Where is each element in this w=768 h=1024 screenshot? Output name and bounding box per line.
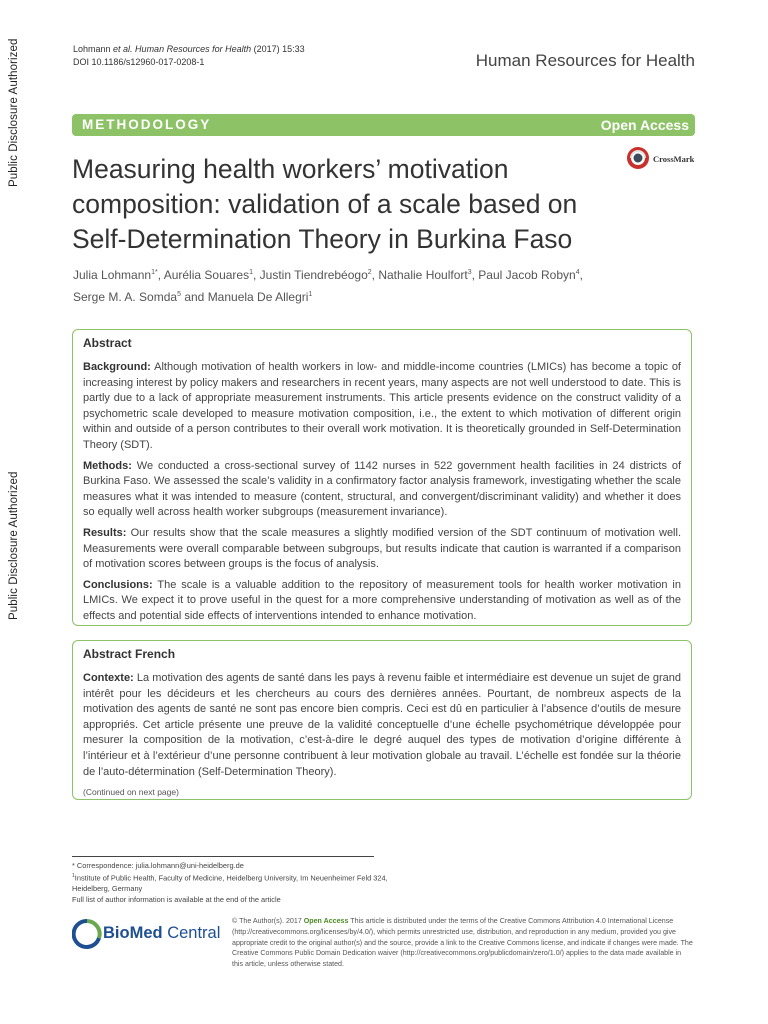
abstract-box bbox=[72, 329, 692, 626]
author-conjunction: and bbox=[184, 290, 205, 304]
biomed-logo-icon bbox=[72, 918, 102, 950]
article-title: Measuring health workers’ motivation composition: validation of a scale based on Self-Determination Theory in Burkina Faso bbox=[72, 154, 578, 254]
abstract-background: Background: Although motivation of health workers in low- and middle-income countries (LMICs) has become a topic of increasing interest by policy makers and researchers in recent years, many aspects are not well understood to date. This is partly due to a lack of appropriate measurement instruments. This article presents evidence on the construct validity of a psychometric scale developed to measure motivation composition, i.e., the extent to which motivation of different origin within and outside of a person contributes to their overall work motivation. It is theoretically grounded in Self-Determination Theory (SDT). bbox=[83, 361, 681, 451]
open-access-label: Open Access bbox=[600, 117, 689, 133]
abstract-french-heading: Abstract French bbox=[83, 647, 176, 661]
journal-name: Human Resources for Health bbox=[475, 51, 695, 70]
biomed-central-logo[interactable] bbox=[72, 918, 222, 952]
side-label-disclosure: Public Disclosure Authorized bbox=[8, 38, 20, 187]
abstract-heading: Abstract bbox=[83, 336, 132, 350]
author[interactable]: Paul Jacob Robyn$^4$ bbox=[478, 268, 580, 282]
author-list: Julia Lohmann$^{1*}$, Aurélia Souares$^1$, Justin Tiendrebéogo$^2$, Nathalie Houlfort$^3$, Paul Jacob Robyn$^4$, Serge M. A. Somda$^5$ and Manuela De Allegri$^1$ bbox=[73, 268, 583, 304]
abstract-conclusions: Conclusions: The scale is a valuable addition to the repository of measurement tools for health worker motivation in LMICs. We expect it to prove useful in the quest for a more comprehensive understanding of motivation as well as of the effects and potential side effects of interventions intended to enhance motivation. bbox=[83, 578, 681, 622]
citation-authors: Lohmann bbox=[73, 44, 111, 54]
footnotes bbox=[72, 860, 392, 905]
author[interactable]: Serge M. A. Somda$^5$ bbox=[73, 290, 181, 304]
citation-volume: (2017) 15:33 bbox=[253, 44, 305, 54]
citation bbox=[73, 43, 305, 69]
author[interactable]: Nathalie Houlfort$^3$ bbox=[378, 268, 472, 282]
abstract-methods: Methods: We conducted a cross-sectional survey of 1142 nurses in 522 government health facilities in 24 districts of Burkina Faso. We assessed the scale’s validity in a confirmatory factor analysis framework, investigating whether the scale measures what it was intended to measure (content, structural, and convergent/discriminant validity) and whether it does so equally well across health worker subgroups (measurement invariance). bbox=[83, 459, 682, 519]
license-text: © The Author(s). 2017 Open Access This article is distributed under the terms of the Creative Commons Attribution 4.0 International License (http://creativecommons.org/licenses/by/4.0/), which permits unrestricted use, distribution, and reproduction in any medium, provided you give appropriate credit to the original author(s) and the source, provide a link to the Creative Commons license, and indicate if changes were made. The Creative Commons Public Domain Dedication waiver (http://creativecommons.org/publicdomain/zero/1.0/) applies to the data made available in this article, unless otherwise stated. bbox=[232, 917, 693, 969]
abstract-results: Results: Our results show that the scale measures a slightly modified version of the SDT continuum of motivation well. Measurements were overall comparable between subgroups, but results indicate that caution is warranted if a comparison of motivation scores between groups is the focus of analysis. bbox=[83, 526, 682, 571]
article-type: METHODOLOGY bbox=[82, 117, 212, 132]
continued-note: (Continued on next page) bbox=[83, 787, 179, 798]
crossmark-badge[interactable] bbox=[626, 144, 706, 174]
open-access-link[interactable]: Open Access bbox=[303, 917, 349, 925]
abstract-french-box bbox=[72, 640, 692, 800]
crossmark-icon bbox=[626, 146, 650, 170]
abstract-french-body bbox=[83, 671, 681, 801]
author[interactable]: Julia Lohmann$^{1*}$ bbox=[73, 268, 158, 282]
correspondence[interactable]: * Correspondence: julia.lohmann@uni-heidelberg.de bbox=[72, 861, 244, 870]
crossmark-label: CrossMark bbox=[653, 154, 695, 164]
author-info-note: Full list of author information is available at the end of the article bbox=[72, 895, 281, 905]
affiliation: $^1$Institute of Public Health, Faculty of Medicine, Heidelberg University, Im Neuenheimer Feld 324, Heidelberg, Germany bbox=[72, 873, 388, 894]
author[interactable]: Aurélia Souares$^1$ bbox=[163, 268, 253, 282]
abstract-french-context: Contexte: La motivation des agents de santé dans les pays à revenu faible et intermédiaire est devenue un sujet de grand intérêt pour les décideurs et les chercheurs au cours des dernières années. Pourtant, de nombreux aspects de la motivation des agents de santé ne sont pas encore bien compris. Ceci est dû en particulier à l’absence d’outils de mesure appropriés. Cet article présente une preuve de la validité conceptuelle d’une échelle psychométrique développée pour mesurer la composition de la motivation, c’est-à-dire le degré auquel des types de motivation d’origine différente à l’intérieur et à l’extérieur d’une personne contribuent à leur motivation globale au travail. L’échelle est fondée sur la théorie de l’auto-détermination (Self-Determination Theory). bbox=[83, 672, 681, 778]
footnote-divider bbox=[72, 856, 374, 857]
citation-journal: et al. Human Resources for Health bbox=[113, 44, 252, 54]
author[interactable]: Manuela De Allegri$^1$ bbox=[207, 290, 313, 304]
doi[interactable]: DOI 10.1186/s12960-017-0208-1 bbox=[73, 57, 205, 67]
side-label-disclosure: Public Disclosure Authorized bbox=[8, 471, 20, 620]
publisher-name: BioMed Central bbox=[103, 924, 221, 942]
abstract-body bbox=[83, 360, 681, 630]
author[interactable]: Justin Tiendrebéogo$^2$ bbox=[259, 268, 372, 282]
article-type-band bbox=[72, 114, 695, 136]
